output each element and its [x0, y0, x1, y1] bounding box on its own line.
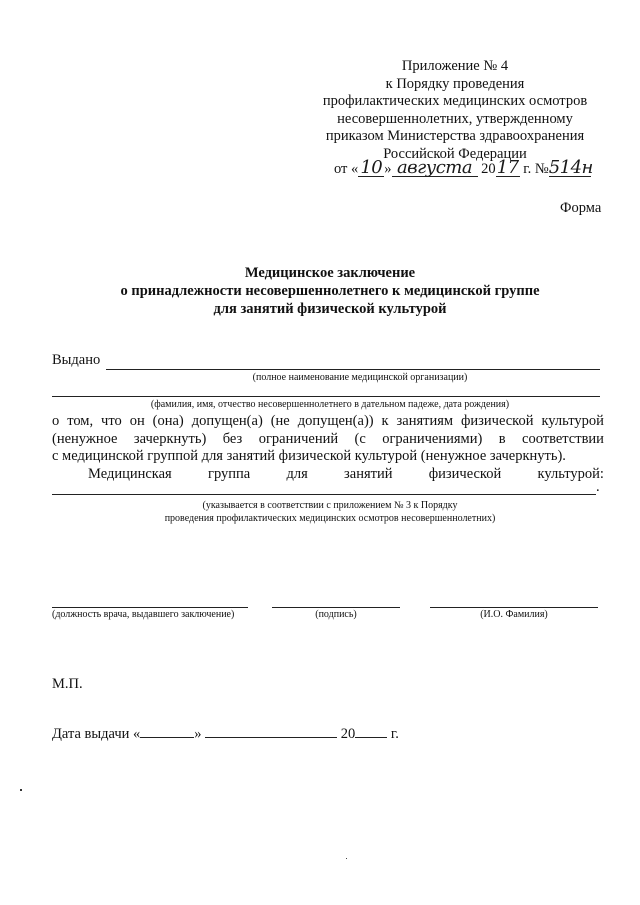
order-number-prefix: г. № [523, 161, 549, 177]
document-title [60, 264, 600, 318]
issue-day-field[interactable] [140, 737, 194, 738]
word: что [101, 413, 122, 429]
word: занятиям [396, 413, 454, 429]
signature-caption: (подпись) [315, 609, 357, 620]
order-day-handwritten: 10 [358, 160, 384, 177]
order-prefix: от « [334, 161, 359, 177]
word: для [286, 465, 308, 482]
word: он [129, 413, 145, 429]
title-line: для занятий физической культурой [213, 301, 447, 317]
group-caption-line-1: (указывается в соответствии с приложением № 3 к Порядку [202, 500, 458, 511]
body-line-1 [52, 413, 604, 431]
word: занятий [344, 465, 393, 482]
signature-line[interactable] [272, 607, 400, 608]
issue-month-field[interactable] [205, 737, 337, 738]
word: о [52, 413, 60, 429]
appendix-line: Российской Федерации [383, 145, 527, 162]
order-year-handwritten: 17 [496, 157, 519, 178]
word: ограничений [258, 430, 339, 447]
issue-date-close: » [194, 726, 202, 742]
word: группа [208, 465, 251, 482]
appendix-line: к Порядку проведения [385, 75, 525, 92]
order-year-prefix: 20 [481, 161, 496, 177]
full-name-line[interactable] [430, 607, 598, 608]
word: без [222, 430, 243, 447]
full-name-caption: (И.О. Фамилия) [480, 609, 548, 620]
body-line-4 [52, 466, 604, 484]
issue-year-prefix: 20 [340, 726, 356, 742]
issue-date-suffix: г. [390, 726, 399, 742]
word: допущен(а) [191, 413, 263, 429]
word: культурой: [537, 465, 604, 482]
person-caption: (фамилия, имя, отчество несовершеннолетнего в дательном падеже, дата рождения) [150, 399, 510, 410]
word: к [381, 413, 389, 429]
word: культурой [541, 413, 604, 429]
issue-date-label: Дата выдачи « [52, 726, 141, 742]
word: ограничениями) [382, 430, 483, 447]
form-label: Форма [560, 200, 602, 216]
appendix-line: несовершеннолетних, утвержденному [337, 110, 573, 127]
medical-group-field-line[interactable] [52, 494, 596, 495]
word: том, [67, 413, 94, 429]
body-line-3: с медицинской группой для занятий физической культурой (ненужное зачеркнуть). [52, 448, 566, 464]
body-paragraph [52, 413, 604, 483]
order-reference [334, 157, 593, 178]
title-line: Медицинское заключение [244, 265, 416, 281]
doctor-position-line[interactable] [52, 607, 248, 608]
scan-speck [346, 858, 347, 859]
word: (не [270, 413, 290, 429]
appendix-line: приказом Министерства здравоохранения [325, 128, 585, 144]
word: в [498, 430, 506, 447]
end-dot: . [596, 479, 600, 495]
organization-caption: (полное наименование медицинской организации) [252, 372, 468, 383]
title-line: о принадлежности несовершеннолетнего к медицинской группе [120, 283, 540, 299]
order-number-handwritten: 514н [548, 157, 593, 178]
issue-year-field[interactable] [355, 737, 387, 738]
word: физической [428, 465, 502, 482]
word: допущен(а)) [297, 413, 374, 429]
word: зачеркнуть) [133, 430, 207, 447]
word: физической [461, 413, 534, 429]
order-month-handwritten: августа [392, 160, 478, 177]
appendix-line: профилактических медицинских осмотров [322, 93, 588, 109]
order-mid: » [384, 161, 392, 177]
word: (она) [152, 413, 184, 429]
appendix-line: Приложение № 4 [401, 58, 509, 74]
scan-speck [20, 789, 22, 791]
issued-label: Выдано [52, 352, 101, 368]
word: (ненужное [52, 430, 118, 447]
word: соответствии [522, 430, 604, 447]
group-caption-line-2: проведения профилактических медицинских осмотров несовершеннолетних) [164, 513, 496, 524]
body-line-2 [52, 431, 604, 449]
doctor-position-caption: (должность врача, выдавшего заключение) [52, 609, 235, 620]
issue-date [52, 726, 399, 743]
organization-field-line[interactable] [106, 369, 600, 370]
appendix-header [300, 58, 610, 163]
word: (с [354, 430, 366, 447]
word: Медицинская [88, 465, 172, 482]
person-field-line[interactable] [52, 396, 600, 397]
stamp-place-label: М.П. [52, 676, 83, 692]
